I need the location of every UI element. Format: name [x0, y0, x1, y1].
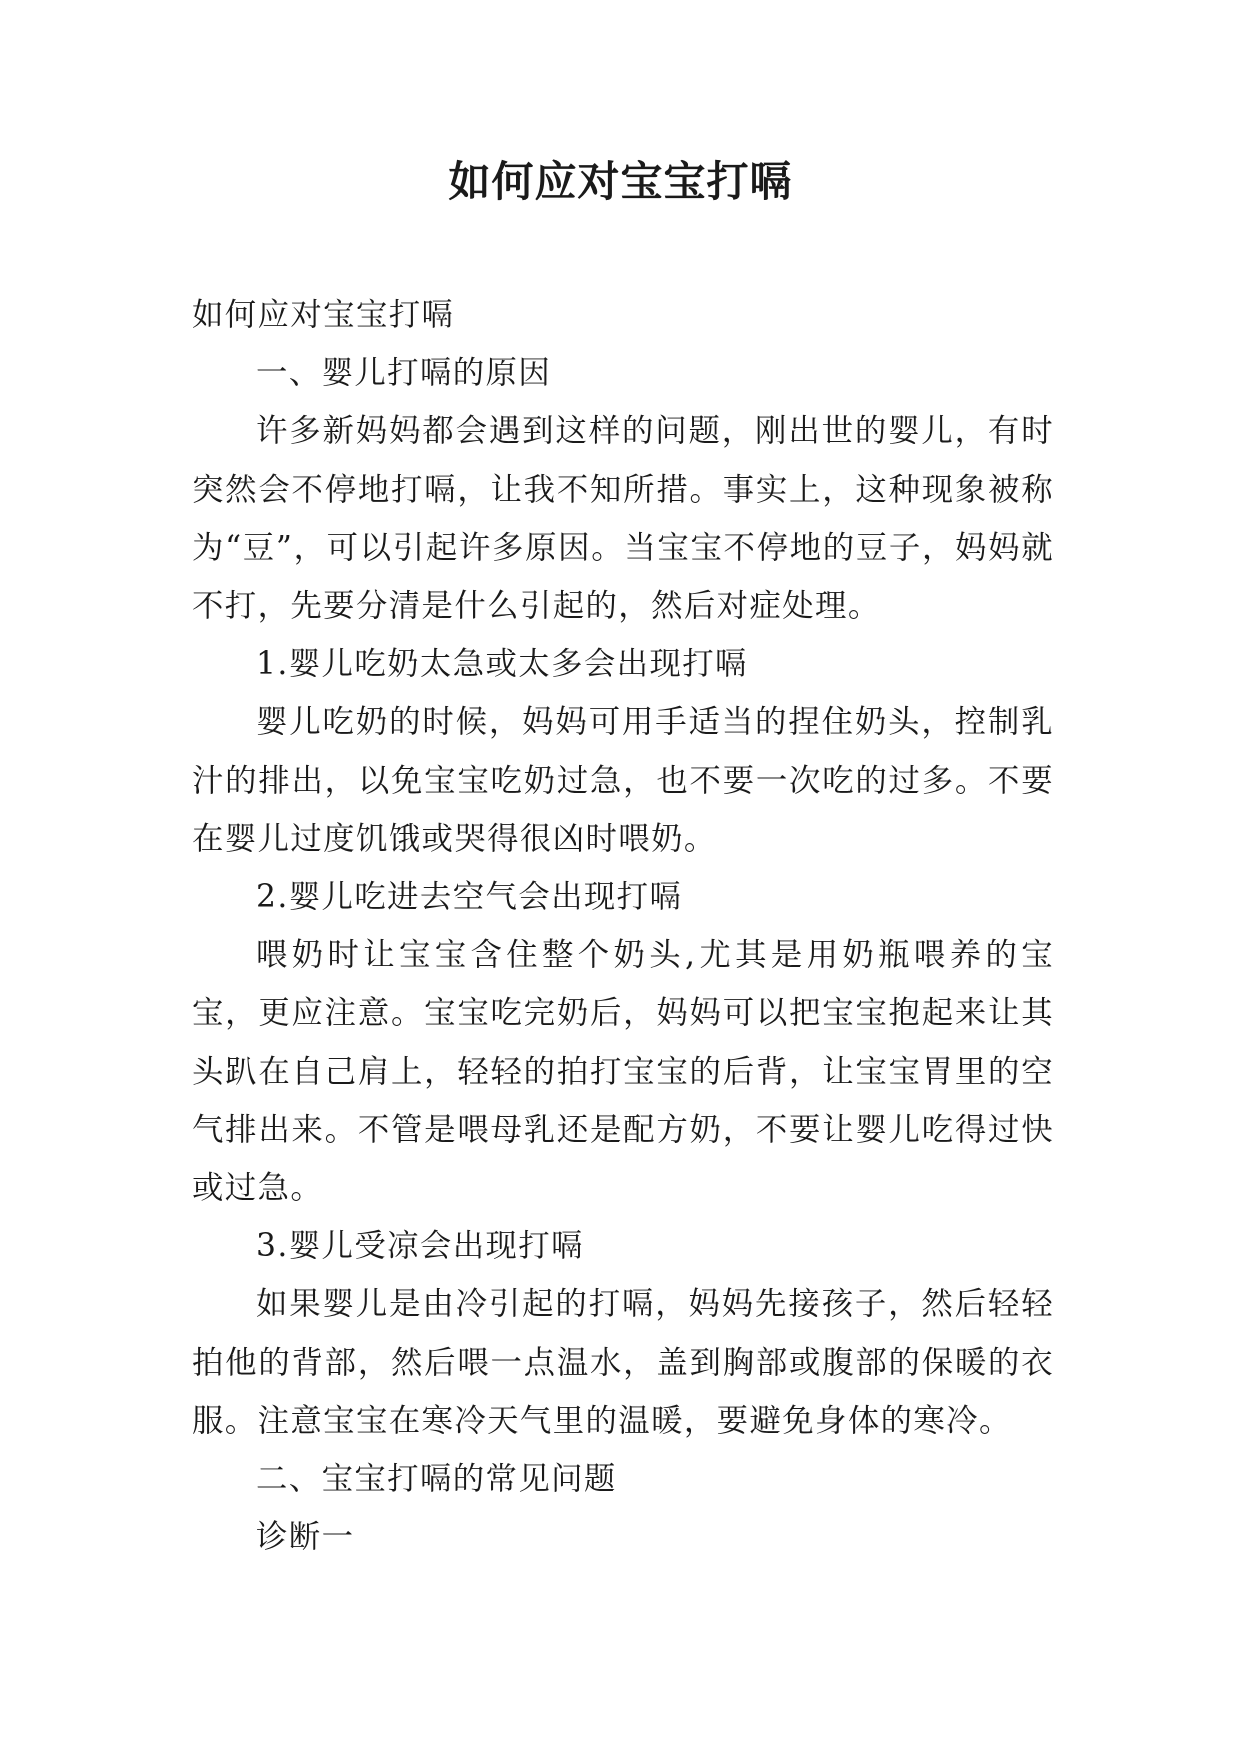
subtitle: 如何应对宝宝打嗝 — [192, 297, 455, 333]
paragraph-3: 如果婴儿是由冷引起的打嗝，妈妈先接孩子，然后轻轻拍他的背部，然后喂一点温水，盖到胸部或腹部的保暖的衣服。注意宝宝在寒冷天气里的温暖，要避免身体的寒冷。 — [192, 1286, 1054, 1439]
subheading-2: 2.婴儿吃进去空气会出现打嗝 — [256, 879, 683, 916]
subheading-3: 3.婴儿受凉会出现打嗝 — [256, 1228, 584, 1265]
paragraph-1: 婴儿吃奶的时候，妈妈可用手适当的捏住奶头，控制乳汁的排出，以免宝宝吃奶过急，也不要一次吃的过多。不要在婴儿过度饥饿或哭得很凶时喂奶。 — [192, 704, 1054, 857]
section-heading-2: 二、宝宝打嗝的常见问题 — [256, 1461, 617, 1498]
document-title: 如何应对宝宝打嗝 — [448, 157, 793, 206]
subheading-diagnosis-1: 诊断一 — [256, 1519, 355, 1556]
document-body — [192, 286, 1054, 1566]
subheading-1: 1.婴儿吃奶太急或太多会出现打嗝 — [256, 646, 748, 683]
paragraph-2: 喂奶时让宝宝含住整个奶头,尤其是用奶瓶喂养的宝宝，更应注意。宝宝吃完奶后，妈妈可以把宝宝抱起来让其头趴在自己肩上，轻轻的拍打宝宝的后背，让宝宝胃里的空气排出来。不管是喂母乳还是配方奶，不要让婴儿吃得过快或过急。 — [192, 937, 1054, 1207]
paragraph-intro: 许多新妈妈都会遇到这样的问题，刚出世的婴儿，有时突然会不停地打嗝，让我不知所措。事实上，这种现象被称为“豆”，可以引起许多原因。当宝宝不停地的豆子，妈妈就不打，先要分清是什么引起的，然后对症处理。 — [192, 413, 1054, 625]
section-heading-1: 一、婴儿打嗝的原因 — [256, 355, 552, 392]
